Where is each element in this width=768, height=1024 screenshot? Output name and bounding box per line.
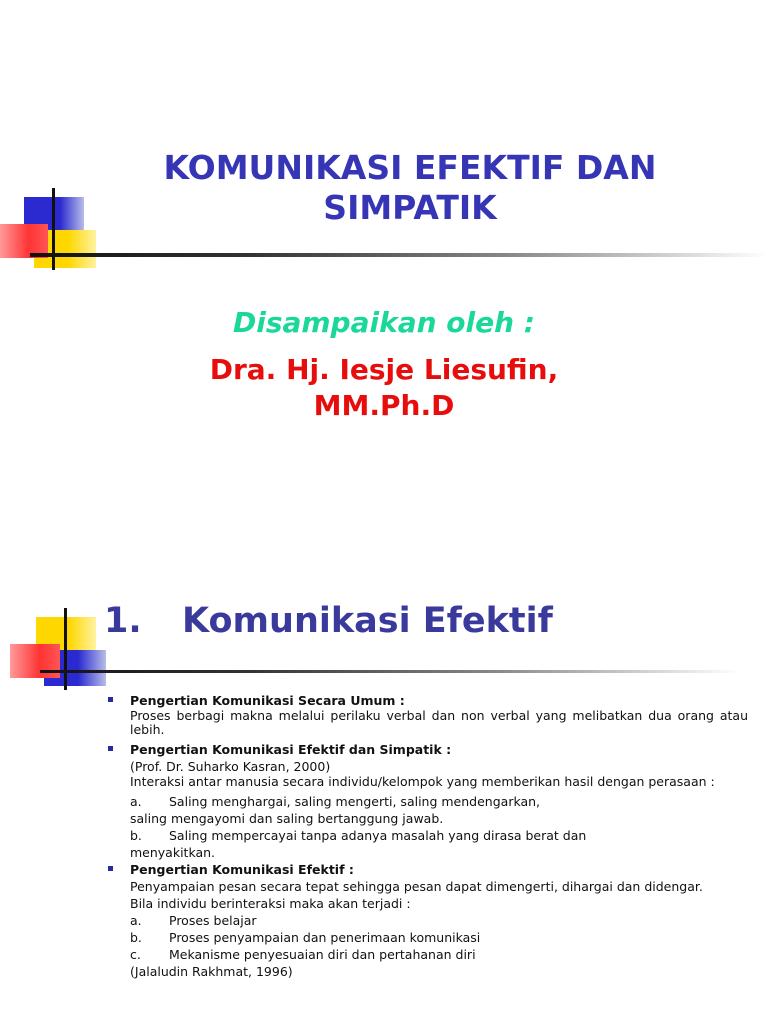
bullet-text: Penyampaian pesan secara tepat sehingga pesan dapat dimengerti, dihargai dan didengar. xyxy=(130,879,703,894)
slide-title: KOMUNIKASI EFEKTIF DAN SIMPATIK xyxy=(163,148,657,227)
bullet-section xyxy=(108,741,748,758)
content-body xyxy=(108,692,748,980)
deco-vertical-line xyxy=(64,608,67,690)
section-title xyxy=(104,600,553,642)
list-item: saling mengayomi dan saling bertanggung jawab. xyxy=(130,811,444,826)
citation: (Jalaludin Rakhmat, 1996) xyxy=(130,964,293,979)
bullet-text: Bila individu berinteraksi maka akan terjadi : xyxy=(130,896,411,911)
list-item: a. Saling menghargai, saling mengerti, saling mendengarkan, xyxy=(130,794,541,809)
list-item: menyakitkan. xyxy=(130,845,216,860)
presented-by-label: Disampaikan oleh : xyxy=(232,306,535,339)
list-item: b. Proses penyampaian dan penerimaan komunikasi xyxy=(130,930,481,945)
title-rule xyxy=(30,253,768,257)
square-bullet-icon xyxy=(108,866,113,871)
bullet-text: Interaksi antar manusia secara individu/kelompok yang memberikan hasil dengan perasaan : xyxy=(130,774,715,789)
section-number: 1. xyxy=(104,601,142,641)
section-title-text: Komunikasi Efektif xyxy=(182,601,553,641)
title-rule xyxy=(40,670,740,673)
list-item: a. Proses belajar xyxy=(130,913,257,928)
list-item: b. Saling mempercayai tanpa adanya masalah yang dirasa berat dan xyxy=(130,828,587,843)
bullet-section xyxy=(108,692,748,709)
bullet-text: (Prof. Dr. Suharko Kasran, 2000) xyxy=(130,759,331,774)
bullet-heading: Pengertian Komunikasi Secara Umum : xyxy=(130,693,405,708)
square-bullet-icon xyxy=(108,697,113,702)
bullet-section xyxy=(108,861,748,878)
bullet-heading: Pengertian Komunikasi Efektif dan Simpatik : xyxy=(130,742,452,757)
list-item: c. Mekanisme penyesuaian diri dan pertahanan diri xyxy=(130,947,476,962)
square-bullet-icon xyxy=(108,746,113,751)
bullet-heading: Pengertian Komunikasi Efektif : xyxy=(130,862,354,877)
deco-vertical-line xyxy=(52,188,55,270)
bullet-text: Proses berbagi makna melalui perilaku verbal dan non verbal yang melibatkan dua orang atau lebih. xyxy=(130,708,748,737)
author-name: Dra. Hj. Iesje Liesufin, MM.Ph.D xyxy=(209,353,559,422)
